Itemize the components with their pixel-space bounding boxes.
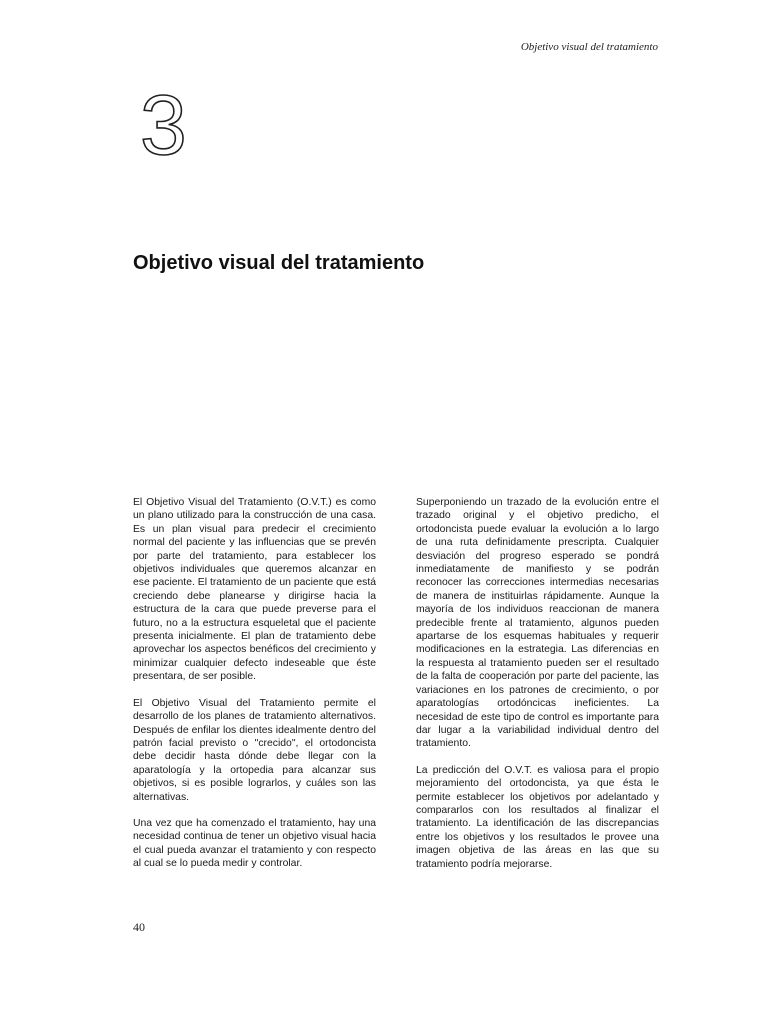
paragraph: El Objetivo Visual del Tratamiento (O.V.T.) es como un plano utilizado para la construcción de una casa. Es un plan visual para predecir el crecimiento normal del paciente y las influencias que se prevén por parte del tratamiento, para establecer los objetivos individuales que queremos alcanzar en ese paciente. El tratamiento de un paciente que está creciendo debe planearse y dirigirse hacia la estructura de la cara que puede preverse para el futuro, no a la estructura esqueletal que el paciente presenta inicialmente. El plan de tratamiento debe aprovechar los aspectos benéficos del crecimiento y minimizar cualquier defecto indeseable que éste presentara, de ser posible. <box>133 497 376 683</box>
paragraph: El Objetivo Visual del Tratamiento permite el desarrollo de los planes de tratamiento alternativos. Después de enfilar los dientes idealmente dentro del patrón facial previsto o "crecido", el ortodoncista debe decidir hasta dónde debe llegar con la aparatología y la ortopedia para alcanzar sus objetivos, si es posible lograrlos, y cuáles son las alternativas. <box>133 697 376 803</box>
right-text-column <box>416 496 659 884</box>
left-text-column <box>133 496 376 884</box>
running-header: Objetivo visual del tratamiento <box>520 41 658 53</box>
page-number: 40 <box>133 920 145 934</box>
paragraph: Superponiendo un trazado de la evolución entre el trazado original y el objetivo predicho, el ortodoncista puede evaluar la evolución a lo largo de una ruta definidamente prescripta. Cualquier desviación del progreso esperado se pondrá inmediatamente de manifiesto y se podrán reconocer las correcciones intermedias necesarias de manera de instituirlas rápidamente. Aunque la mayoría de los individuos reaccionan de manera predecible frente al tratamiento, algunos pueden apartarse de los esquemas habituales y requerir modificaciones en la estrategia. Las diferencias en la respuesta al tratamiento pueden ser el resultado de la falta de cooperación por parte del paciente, las variaciones en los patrones de crecimiento, o por aparatologías ortodóncicas ineficientes. La necesidad de este tipo de control es importante para dar lugar a la variabilidad individual dentro del tratamiento. <box>416 497 659 750</box>
chapter-title: Objetivo visual del tratamiento <box>133 252 425 274</box>
paragraph: Una vez que ha comenzado el tratamiento, hay una necesidad continua de tener un objetivo visual hacia el cual pueda avanzar el tratamiento y con respecto al cual se lo pueda medir y controlar. <box>133 817 376 870</box>
chapter-number: 3 <box>140 78 187 172</box>
paragraph: La predicción del O.V.T. es valiosa para el propio mejoramiento del ortodoncista, ya que ésta le permite establecer los objetivos por adelantado y compararlos con los resultados al finalizar el tratamiento. La identificación de las discrepancias entre los objetivos y los resultados le provee una imagen objetiva de las áreas en las que su tratamiento podría mejorarse. <box>416 764 659 870</box>
